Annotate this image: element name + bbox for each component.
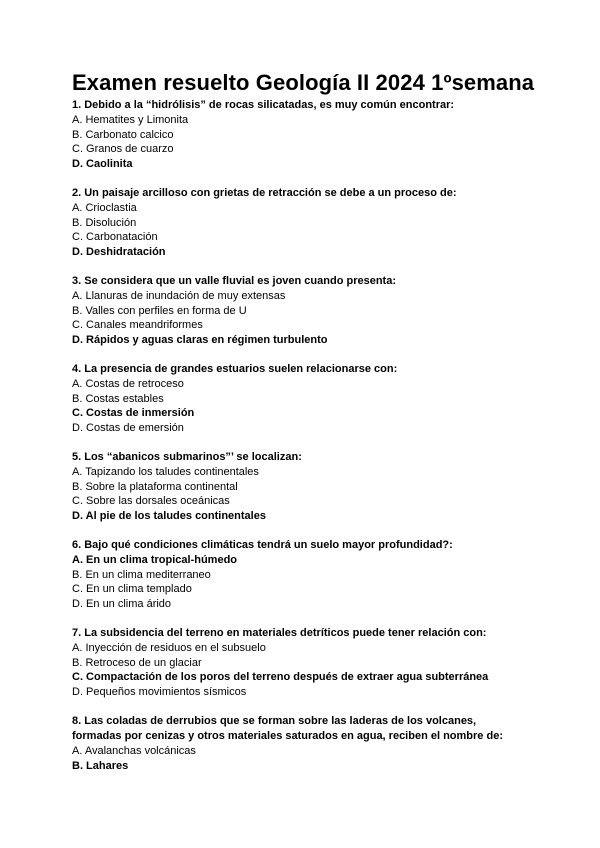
option-b: B. Valles con perfiles en forma de U bbox=[72, 304, 247, 317]
question-1 bbox=[72, 98, 542, 171]
option-a: A. Hematites y Limonita bbox=[72, 114, 189, 126]
option-a: A. Llanuras de inundación de muy extensas bbox=[72, 290, 286, 302]
option-a: A. Crioclastia bbox=[72, 202, 137, 214]
question-3 bbox=[72, 274, 542, 347]
option-c: C. En un clima templado bbox=[72, 583, 192, 595]
option-a: A. Costas de retroceso bbox=[72, 378, 184, 390]
option-a: A. Inyección de residuos en el subsuelo bbox=[72, 642, 266, 654]
option-d-correct: D. Al pie de los taludes continentales bbox=[72, 509, 266, 522]
question-2 bbox=[72, 186, 542, 259]
option-b: B. Disolución bbox=[72, 216, 137, 229]
question-7 bbox=[72, 626, 542, 699]
option-c-correct: C. Costas de inmersión bbox=[72, 407, 195, 419]
option-b: B. Sobre la plataforma continental bbox=[72, 480, 238, 493]
option-b: B. Costas estables bbox=[72, 392, 164, 405]
question-8 bbox=[72, 714, 522, 773]
question-text: 6. Bajo qué condiciones climáticas tendrá un suelo mayor profundidad?: bbox=[72, 539, 453, 551]
question-text: 5. Los “abanicos submarinos”’ se localizan: bbox=[72, 451, 302, 463]
question-5 bbox=[72, 450, 542, 523]
option-a: A. Avalanchas volcánicas bbox=[72, 745, 196, 757]
option-c-correct: C. Compactación de los poros del terreno después de extraer agua subterránea bbox=[72, 671, 489, 683]
option-c: C. Carbonatación bbox=[72, 231, 158, 243]
question-text: 7. La subsidencia del terreno en materiales detríticos puede tener relación con: bbox=[72, 627, 487, 639]
document-title: Examen resuelto Geología II 2024 1ºsemana bbox=[72, 70, 535, 95]
question-text: 3. Se considera que un valle fluvial es joven cuando presenta: bbox=[72, 275, 396, 287]
option-d: D. Costas de emersión bbox=[72, 421, 184, 434]
option-b: B. Carbonato calcico bbox=[72, 128, 174, 141]
option-d: D. Pequeños movimientos sísmicos bbox=[72, 685, 247, 698]
question-text: 2. Un paisaje arcilloso con grietas de retracción se debe a un proceso de: bbox=[72, 187, 457, 199]
option-c: C. Sobre las dorsales oceánicas bbox=[72, 495, 230, 507]
option-d-correct: D. Caolinita bbox=[72, 157, 133, 170]
question-4 bbox=[72, 362, 542, 435]
option-b-correct: B. Lahares bbox=[72, 759, 129, 772]
option-a: A. Tapizando los taludes continentales bbox=[72, 466, 259, 478]
question-text: 4. La presencia de grandes estuarios suelen relacionarse con: bbox=[72, 363, 398, 375]
option-d-correct: D. Rápidos y aguas claras en régimen turbulento bbox=[72, 333, 328, 346]
option-b: B. En un clima mediterraneo bbox=[72, 568, 211, 581]
question-6 bbox=[72, 538, 542, 611]
option-b: B. Retroceso de un glaciar bbox=[72, 656, 202, 669]
option-a-correct: A. En un clima tropical-húmedo bbox=[72, 554, 238, 566]
option-d: D. En un clima árido bbox=[72, 597, 172, 610]
option-c: C. Granos de cuarzo bbox=[72, 143, 174, 155]
option-d-correct: D. Deshidratación bbox=[72, 245, 166, 258]
option-c: C. Canales meandriformes bbox=[72, 319, 203, 331]
question-text: 8. Las coladas de derrubios que se forman sobre las laderas de los volcanes, formadas por cenizas y otros materiales saturados en agua, reciben el nombre de: bbox=[72, 715, 503, 742]
question-text: 1. Debido a la “hidrólisis” de rocas silicatadas, es muy común encontrar: bbox=[72, 99, 455, 111]
